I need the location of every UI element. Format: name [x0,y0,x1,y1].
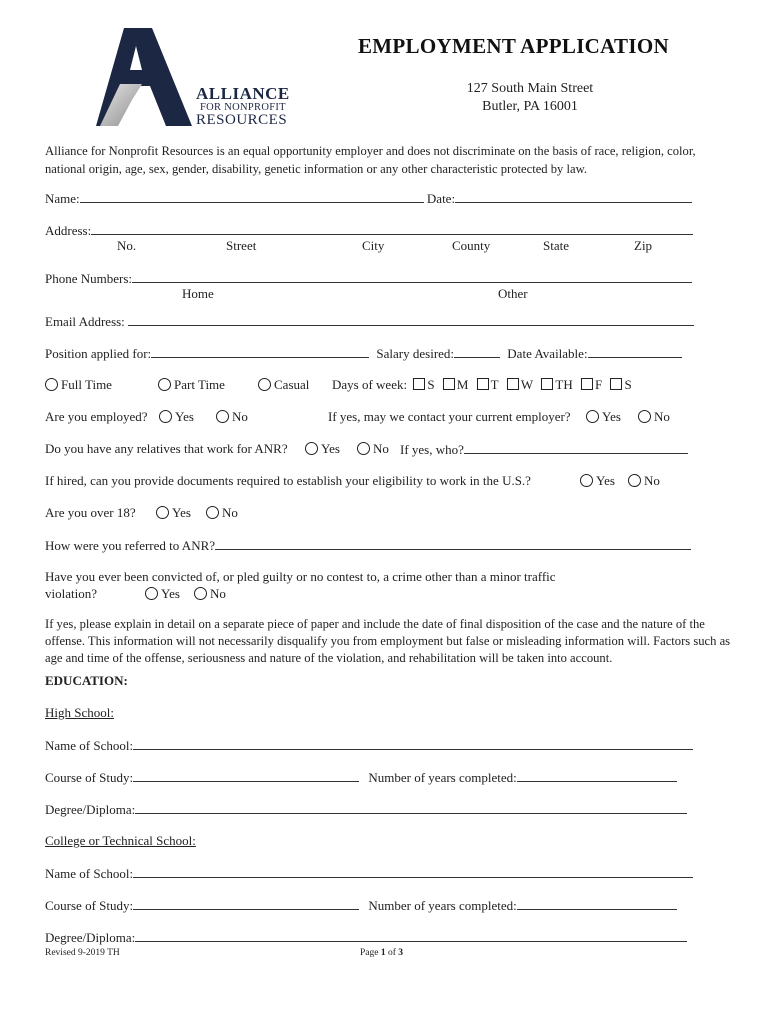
college-name-field[interactable] [133,865,693,878]
relatives-no-option[interactable] [357,441,389,457]
no-label: No [222,505,238,520]
over18-yes-radio[interactable] [156,506,169,519]
logo-line3: RESOURCES [196,112,288,128]
no-label: No [644,473,660,488]
convicted-yes-option[interactable] [145,586,180,602]
day-option[interactable] [413,377,439,392]
casual-radio[interactable] [258,378,271,391]
position-label: Position applied for: [45,346,152,361]
day-label: F [594,377,603,392]
page-of: of [385,948,399,958]
day-option[interactable] [443,377,474,392]
email-row [45,313,694,330]
employed-no-radio[interactable] [216,410,229,423]
phone-home-label: Home [182,286,214,301]
day-checkbox[interactable] [541,378,553,390]
hs-degree-label: Degree/Diploma: [45,802,136,817]
no-label: No [210,586,226,601]
full-time-label: Full Time [61,377,112,392]
addr-state-label: State [543,238,569,253]
yes-label: Yes [172,505,191,520]
hs-course-label: Course of Study: [45,770,134,785]
days-of-week-row [332,377,632,393]
page-current: 1 [380,948,386,958]
college-years-field[interactable] [517,897,677,910]
email-field[interactable] [128,313,694,326]
full-time-option[interactable] [45,377,112,393]
convicted-question-line1: Have you ever been convicted of, or pled guilty or no contest to, a crime other than a minor traffic [45,569,556,584]
logo-line1: ALLIANCE [196,84,290,103]
no-label: No [373,441,389,456]
college-degree-label: Degree/Diploma: [45,930,136,945]
yes-label: Yes [161,586,180,601]
college-degree-field[interactable] [135,929,687,942]
hs-name-field[interactable] [133,737,693,750]
yes-label: Yes [602,409,621,424]
addr-zip-label: Zip [634,238,653,253]
hs-name-row [45,737,693,754]
contact-yes-option[interactable] [586,409,621,425]
college-degree-row [45,929,687,946]
who-row [400,441,688,458]
hs-degree-row [45,801,687,818]
over18-no-option[interactable] [206,505,238,521]
convicted-no-radio[interactable] [194,587,207,600]
name-label: Name: [45,191,80,206]
casual-label: Casual [274,377,310,392]
hs-course-field[interactable] [133,769,359,782]
casual-option[interactable] [258,377,309,393]
phone-row [45,270,692,287]
day-label: S [427,377,435,392]
relatives-yes-radio[interactable] [305,442,318,455]
yes-label: Yes [596,473,615,488]
page-title: EMPLOYMENT APPLICATION [358,34,669,58]
address-line-2: Butler, PA 16001 [482,99,578,114]
college-name-label: Name of School: [45,866,134,881]
phone-label: Phone Numbers: [45,271,133,286]
referred-field[interactable] [215,537,691,550]
conviction-explanation: If yes, please explain in detail on a separate piece of paper and include the date of final disposition of the case and the nature of the offense. This information will not necessarily disqualify you from employment but false or misleading information will. Factors such as age and time of the offense, seriousness and nature of the violation, and rehabilitation will be taken into account. [45,617,731,665]
addr-no-label: No. [117,238,137,253]
referred-row [45,537,691,554]
address-line-1: 127 South Main Street [466,81,594,96]
position-field[interactable] [151,345,369,358]
salary-label: Salary desired: [376,346,455,361]
who-field[interactable] [464,441,688,454]
college-course-label: Course of Study: [45,898,134,913]
college-heading: College or Technical School: [45,833,196,848]
documents-no-radio[interactable] [628,474,641,487]
hs-course-row [45,769,677,786]
convicted-yes-radio[interactable] [145,587,158,600]
contact-no-option[interactable] [638,409,670,425]
date-label: Date: [426,191,456,206]
day-checkbox[interactable] [477,378,489,390]
part-time-option[interactable] [158,377,225,393]
part-time-radio[interactable] [158,378,171,391]
yes-label: Yes [175,409,194,424]
day-option[interactable] [581,377,607,392]
day-label: TH [555,377,573,392]
relatives-question: Do you have any relatives that work for ANR? [45,441,288,456]
who-label: If yes, who? [400,442,464,457]
no-label: No [232,409,248,424]
over18-yes-option[interactable] [156,505,191,521]
documents-no-option[interactable] [628,473,660,489]
hs-degree-field[interactable] [135,801,687,814]
documents-yes-radio[interactable] [580,474,593,487]
address-row [45,222,693,239]
referred-label: How were you referred to ANR? [45,538,216,553]
eeo-statement: Alliance for Nonprofit Resources is an equal opportunity employer and does not discriminate on the basis of race, religion, color, national origin, age, sex, gender, disability, genetic information or any other characteristic protected by law. [45,144,696,176]
hs-years-field[interactable] [517,769,677,782]
documents-question: If hired, can you provide documents required to establish your eligibility to work in the U.S.? [45,473,531,488]
hs-name-label: Name of School: [45,738,134,753]
salary-field[interactable] [454,345,500,358]
hs-years-label: Number of years completed: [368,770,517,785]
part-time-label: Part Time [174,377,225,392]
relatives-yes-option[interactable] [305,441,340,457]
email-label: Email Address: [45,314,125,329]
address-label: Address: [45,223,92,238]
education-heading: EDUCATION: [45,673,128,688]
page-number [360,948,403,958]
full-time-radio[interactable] [45,378,58,391]
over18-question: Are you over 18? [45,505,136,520]
day-option[interactable] [477,377,504,392]
college-years-label: Number of years completed: [368,898,517,913]
day-checkbox[interactable] [610,378,622,390]
day-label: T [490,377,499,392]
day-checkbox[interactable] [507,378,519,390]
high-school-heading: High School: [45,705,114,720]
employed-question: Are you employed? [45,409,148,424]
date-available-field[interactable] [588,345,682,358]
page-prefix: Page [360,948,381,958]
revision-note: Revised 9-2019 TH [45,948,120,958]
yes-label: Yes [321,441,340,456]
day-label: W [520,377,534,392]
college-course-field[interactable] [133,897,359,910]
name-row [45,190,692,207]
day-label: S [624,377,632,392]
day-checkbox[interactable] [413,378,425,390]
day-checkbox[interactable] [581,378,593,390]
phone-other-label: Other [498,286,528,301]
convicted-question-line2: violation? [45,586,97,601]
logo [92,28,292,130]
relatives-no-radio[interactable] [357,442,370,455]
day-label: M [456,377,469,392]
addr-city-label: City [362,238,385,253]
over18-no-radio[interactable] [206,506,219,519]
addr-street-label: Street [226,238,257,253]
college-name-row [45,865,693,882]
documents-yes-option[interactable] [580,473,615,489]
days-of-week-label: Days of week: [332,377,408,392]
logo-line2: FOR NONPROFIT [200,102,286,113]
day-option[interactable] [507,377,538,392]
no-label: No [654,409,670,424]
college-course-row [45,897,677,914]
date-field[interactable] [455,190,692,203]
page-total: 3 [398,948,404,958]
date-available-label: Date Available: [507,346,588,361]
contact-question: If yes, may we contact your current employer? [328,409,571,424]
logo-a-mark [92,28,202,128]
address-field[interactable] [91,222,693,235]
name-field[interactable] [80,190,424,203]
day-option[interactable] [541,377,577,392]
position-row [45,345,682,362]
contact-no-radio[interactable] [638,410,651,423]
employed-yes-radio[interactable] [159,410,172,423]
addr-county-label: County [452,238,491,253]
day-option[interactable] [610,377,631,392]
employed-no-option[interactable] [216,409,248,425]
contact-yes-radio[interactable] [586,410,599,423]
employed-yes-option[interactable] [159,409,194,425]
day-checkbox[interactable] [443,378,455,390]
convicted-no-option[interactable] [194,586,226,602]
phone-field[interactable] [132,270,692,283]
